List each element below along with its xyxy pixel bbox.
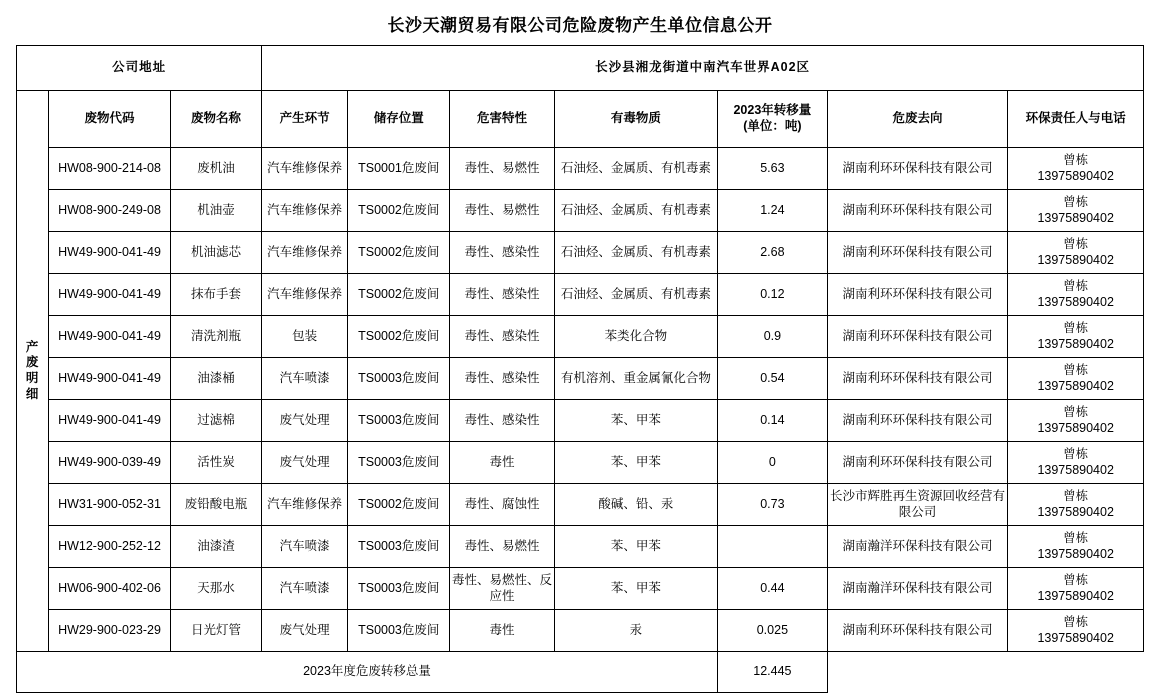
cell-amount: 0.44 <box>718 568 828 610</box>
cell-hazard: 毒性、感染性 <box>450 316 554 358</box>
address-row <box>17 46 1144 91</box>
cell-storage: TS0003危废间 <box>348 400 450 442</box>
person-phone: 13975890402 <box>1037 462 1114 477</box>
cell-storage: TS0003危废间 <box>348 610 450 652</box>
total-blank-cell-1 <box>827 652 1008 693</box>
person-phone: 13975890402 <box>1037 294 1114 309</box>
col-header-transfer-amount <box>718 91 828 148</box>
person-name: 曾栋 <box>1063 488 1089 503</box>
cell-stage: 汽车维修保养 <box>262 484 348 526</box>
cell-amount <box>718 526 828 568</box>
cell-responsible-person <box>1008 358 1144 400</box>
cell-storage: TS0002危废间 <box>348 190 450 232</box>
cell-amount: 1.24 <box>718 190 828 232</box>
cell-code: HW08-900-249-08 <box>49 190 171 232</box>
column-header-row <box>17 91 1144 148</box>
cell-stage: 汽车维修保养 <box>262 148 348 190</box>
cell-amount: 2.68 <box>718 232 828 274</box>
col-header-storage: 储存位置 <box>348 91 450 148</box>
person-phone: 13975890402 <box>1037 210 1114 225</box>
cell-code: HW49-900-041-49 <box>49 358 171 400</box>
cell-destination: 湖南利环环保科技有限公司 <box>827 610 1008 652</box>
cell-stage: 废气处理 <box>262 400 348 442</box>
cell-destination: 湖南瀚洋环保科技有限公司 <box>827 526 1008 568</box>
cell-hazard: 毒性、感染性 <box>450 358 554 400</box>
total-row <box>17 652 1144 693</box>
person-phone: 13975890402 <box>1037 546 1114 561</box>
cell-amount: 0.12 <box>718 274 828 316</box>
cell-toxic: 石油烃、金属质、有机毒素 <box>554 148 717 190</box>
cell-responsible-person <box>1008 190 1144 232</box>
person-name: 曾栋 <box>1063 320 1089 335</box>
table-row <box>17 568 1144 610</box>
col-header-code: 废物代码 <box>49 91 171 148</box>
person-name: 曾栋 <box>1063 152 1089 167</box>
person-phone: 13975890402 <box>1037 252 1114 267</box>
cell-amount: 0.9 <box>718 316 828 358</box>
cell-destination: 湖南利环环保科技有限公司 <box>827 358 1008 400</box>
person-name: 曾栋 <box>1063 194 1089 209</box>
table-row <box>17 358 1144 400</box>
cell-responsible-person <box>1008 232 1144 274</box>
address-label: 公司地址 <box>17 46 262 91</box>
person-phone: 13975890402 <box>1037 630 1114 645</box>
cell-storage: TS0002危废间 <box>348 232 450 274</box>
person-name: 曾栋 <box>1063 614 1089 629</box>
person-phone: 13975890402 <box>1037 336 1114 351</box>
table-row <box>17 274 1144 316</box>
cell-name: 日光灯管 <box>170 610 261 652</box>
cell-name: 清洗剂瓶 <box>170 316 261 358</box>
person-name: 曾栋 <box>1063 530 1089 545</box>
cell-stage: 汽车喷漆 <box>262 568 348 610</box>
cell-code: HW29-900-023-29 <box>49 610 171 652</box>
cell-hazard: 毒性、感染性 <box>450 232 554 274</box>
table-row <box>17 484 1144 526</box>
person-name: 曾栋 <box>1063 278 1089 293</box>
cell-destination: 湖南瀚洋环保科技有限公司 <box>827 568 1008 610</box>
cell-toxic: 苯、甲苯 <box>554 400 717 442</box>
cell-responsible-person <box>1008 274 1144 316</box>
person-phone: 13975890402 <box>1037 420 1114 435</box>
cell-toxic: 石油烃、金属质、有机毒素 <box>554 274 717 316</box>
cell-stage: 汽车维修保养 <box>262 190 348 232</box>
cell-destination: 湖南利环环保科技有限公司 <box>827 274 1008 316</box>
cell-name: 活性炭 <box>170 442 261 484</box>
cell-toxic: 苯、甲苯 <box>554 442 717 484</box>
cell-storage: TS0002危废间 <box>348 274 450 316</box>
cell-code: HW31-900-052-31 <box>49 484 171 526</box>
cell-toxic: 石油烃、金属质、有机毒素 <box>554 190 717 232</box>
person-name: 曾栋 <box>1063 572 1089 587</box>
person-phone: 13975890402 <box>1037 504 1114 519</box>
cell-hazard: 毒性、易燃性 <box>450 190 554 232</box>
side-label-char: 产 <box>25 339 40 354</box>
cell-storage: TS0002危废间 <box>348 484 450 526</box>
table-row <box>17 232 1144 274</box>
cell-name: 过滤棉 <box>170 400 261 442</box>
cell-name: 废铅酸电瓶 <box>170 484 261 526</box>
side-label-char: 细 <box>25 386 40 401</box>
cell-responsible-person <box>1008 148 1144 190</box>
cell-destination: 湖南利环环保科技有限公司 <box>827 190 1008 232</box>
cell-code: HW49-900-041-49 <box>49 274 171 316</box>
cell-storage: TS0001危废间 <box>348 148 450 190</box>
cell-responsible-person <box>1008 484 1144 526</box>
table-row <box>17 148 1144 190</box>
cell-destination: 湖南利环环保科技有限公司 <box>827 442 1008 484</box>
table-row <box>17 442 1144 484</box>
person-name: 曾栋 <box>1063 236 1089 251</box>
col-header-transfer-amount-line1: 2023年转移量 <box>733 103 812 118</box>
cell-toxic: 汞 <box>554 610 717 652</box>
cell-code: HW49-900-041-49 <box>49 232 171 274</box>
cell-toxic: 苯、甲苯 <box>554 526 717 568</box>
cell-name: 天那水 <box>170 568 261 610</box>
cell-code: HW06-900-402-06 <box>49 568 171 610</box>
cell-destination: 湖南利环环保科技有限公司 <box>827 400 1008 442</box>
cell-code: HW49-900-041-49 <box>49 400 171 442</box>
table-row <box>17 316 1144 358</box>
cell-destination: 湖南利环环保科技有限公司 <box>827 232 1008 274</box>
person-name: 曾栋 <box>1063 446 1089 461</box>
col-header-toxic: 有毒物质 <box>554 91 717 148</box>
col-header-stage: 产生环节 <box>262 91 348 148</box>
total-label: 2023年度危废转移总量 <box>17 652 718 693</box>
person-name: 曾栋 <box>1063 404 1089 419</box>
cell-name: 抹布手套 <box>170 274 261 316</box>
cell-hazard: 毒性、感染性 <box>450 400 554 442</box>
cell-stage: 汽车喷漆 <box>262 526 348 568</box>
page-title: 长沙天潮贸易有限公司危险废物产生单位信息公开 <box>387 16 773 35</box>
cell-name: 油漆渣 <box>170 526 261 568</box>
cell-hazard: 毒性、易燃性 <box>450 148 554 190</box>
cell-toxic: 石油烃、金属质、有机毒素 <box>554 232 717 274</box>
cell-hazard: 毒性 <box>450 442 554 484</box>
person-phone: 13975890402 <box>1037 378 1114 393</box>
cell-storage: TS0002危废间 <box>348 316 450 358</box>
cell-hazard: 毒性、感染性 <box>450 274 554 316</box>
side-label-char: 明 <box>25 371 40 385</box>
cell-amount: 0 <box>718 442 828 484</box>
address-value: 长沙县湘龙街道中南汽车世界A02区 <box>262 46 1144 91</box>
cell-toxic: 有机溶剂、重金属氰化合物 <box>554 358 717 400</box>
col-header-name: 废物名称 <box>170 91 261 148</box>
cell-code: HW49-900-041-49 <box>49 316 171 358</box>
cell-name: 油漆桶 <box>170 358 261 400</box>
cell-hazard: 毒性 <box>450 610 554 652</box>
cell-hazard: 毒性、腐蚀性 <box>450 484 554 526</box>
table-row <box>17 400 1144 442</box>
cell-storage: TS0003危废间 <box>348 442 450 484</box>
col-header-transfer-amount-line2: (单位：吨) <box>743 119 802 133</box>
cell-storage: TS0003危废间 <box>348 568 450 610</box>
cell-destination: 湖南利环环保科技有限公司 <box>827 148 1008 190</box>
cell-amount: 0.73 <box>718 484 828 526</box>
total-blank-cell-2 <box>1008 652 1144 693</box>
cell-amount: 0.54 <box>718 358 828 400</box>
cell-toxic: 苯、甲苯 <box>554 568 717 610</box>
side-label-produced-waste-detail <box>17 91 49 652</box>
cell-amount: 0.14 <box>718 400 828 442</box>
cell-stage: 汽车维修保养 <box>262 274 348 316</box>
col-header-hazard: 危害特性 <box>450 91 554 148</box>
cell-stage: 废气处理 <box>262 610 348 652</box>
cell-responsible-person <box>1008 610 1144 652</box>
table-row <box>17 526 1144 568</box>
person-phone: 13975890402 <box>1037 168 1114 183</box>
cell-hazard: 毒性、易燃性 <box>450 526 554 568</box>
total-value: 12.445 <box>718 652 828 693</box>
cell-storage: TS0003危废间 <box>348 526 450 568</box>
table-row <box>17 190 1144 232</box>
cell-amount: 0.025 <box>718 610 828 652</box>
cell-responsible-person <box>1008 316 1144 358</box>
table-row <box>17 610 1144 652</box>
cell-stage: 汽车喷漆 <box>262 358 348 400</box>
cell-amount: 5.63 <box>718 148 828 190</box>
cell-destination: 湖南利环环保科技有限公司 <box>827 316 1008 358</box>
cell-responsible-person <box>1008 526 1144 568</box>
cell-toxic: 酸碱、铅、汞 <box>554 484 717 526</box>
cell-stage: 汽车维修保养 <box>262 232 348 274</box>
cell-stage: 包装 <box>262 316 348 358</box>
cell-destination: 长沙市辉胜再生资源回收经营有限公司 <box>827 484 1008 526</box>
cell-code: HW49-900-039-49 <box>49 442 171 484</box>
cell-code: HW12-900-252-12 <box>49 526 171 568</box>
cell-name: 机油壶 <box>170 190 261 232</box>
cell-code: HW08-900-214-08 <box>49 148 171 190</box>
col-header-responsible-person: 环保责任人与电话 <box>1008 91 1144 148</box>
side-label-char: 废 <box>25 355 40 370</box>
col-header-destination: 危废去向 <box>827 91 1008 148</box>
cell-name: 机油滤芯 <box>170 232 261 274</box>
person-name: 曾栋 <box>1063 362 1089 377</box>
cell-responsible-person <box>1008 568 1144 610</box>
person-phone: 13975890402 <box>1037 588 1114 603</box>
cell-hazard: 毒性、易燃性、反应性 <box>450 568 554 610</box>
cell-toxic: 苯类化合物 <box>554 316 717 358</box>
waste-disclosure-table <box>16 45 1144 693</box>
cell-stage: 废气处理 <box>262 442 348 484</box>
cell-name: 废机油 <box>170 148 261 190</box>
cell-responsible-person <box>1008 442 1144 484</box>
cell-responsible-person <box>1008 400 1144 442</box>
cell-storage: TS0003危废间 <box>348 358 450 400</box>
